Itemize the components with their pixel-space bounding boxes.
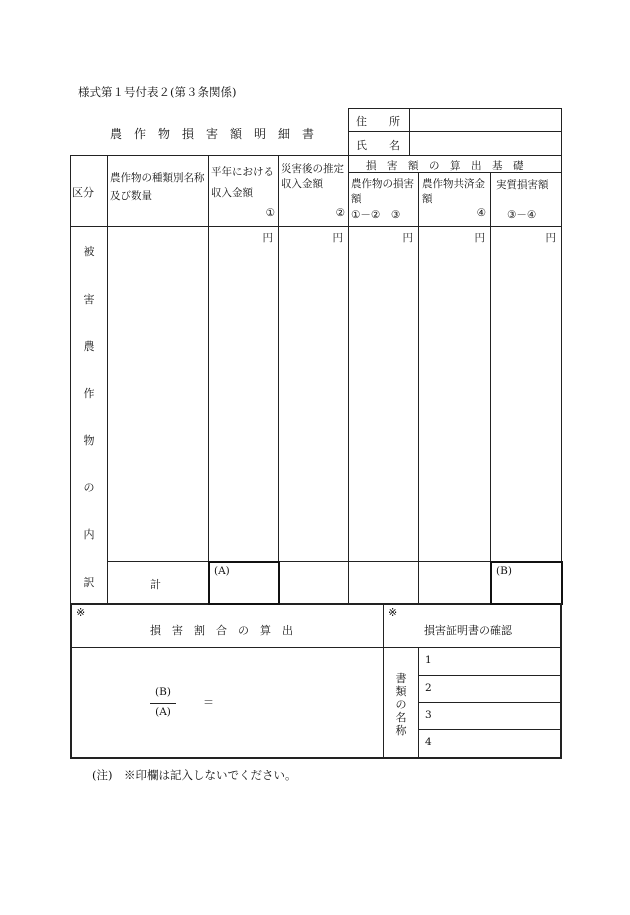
header-mutual-aid-num: ④ <box>476 207 486 219</box>
name-label: 氏 名 <box>356 139 400 152</box>
mutual-aid-cell[interactable] <box>419 244 489 560</box>
fraction-equals: ＝ <box>203 696 214 709</box>
total-a-label: (A) <box>214 565 230 577</box>
side-label-char: 被 <box>83 245 95 258</box>
header-normal-income-num: ① <box>265 207 275 219</box>
side-label-char: 訳 <box>83 576 95 589</box>
total-label: 計 <box>150 578 161 591</box>
normal-income-cell[interactable] <box>209 244 277 560</box>
header-crop-damage-num: ①－② ③ <box>351 209 401 221</box>
office-use-mark-left: ※ <box>76 606 86 619</box>
doc-row-number: 1 <box>425 654 432 666</box>
name-field[interactable] <box>412 133 558 152</box>
header-damage-basis: 損 害 額 の 算 出 基 礎 <box>366 160 524 172</box>
header-normal-income: 平年における収入金額 <box>211 166 274 199</box>
doc-row-field-4[interactable] <box>440 731 558 754</box>
side-label-char: 作 <box>83 387 95 400</box>
form-header-note: 様式第１号付表２(第３条関係) <box>78 85 237 99</box>
crop-detail-cell[interactable] <box>108 227 207 560</box>
header-mutual-aid: 農作物共済金額 <box>422 178 485 205</box>
doc-row-number: 2 <box>425 682 432 694</box>
fraction-denominator: (A) <box>155 706 171 718</box>
header-kubun: 区分 <box>72 186 94 199</box>
fraction-numerator: (B) <box>155 686 171 698</box>
doc-name-label: 書 類 の 名 称 <box>395 672 407 737</box>
unit-yen-5: 円 <box>545 232 556 244</box>
doc-row-number: 4 <box>425 736 432 748</box>
side-label-char: 物 <box>83 434 95 447</box>
header-crop-damage: 農作物の損害額 <box>351 178 414 205</box>
doc-row-field-1[interactable] <box>440 650 558 673</box>
ratio-result-field[interactable] <box>225 660 375 750</box>
header-actual-damage-num: ③－④ <box>507 209 537 221</box>
total-b-label: (B) <box>496 565 512 577</box>
ratio-title: 損 害 割 合 の 算 出 <box>150 624 293 637</box>
header-actual-damage: 実質損害額 <box>496 179 549 191</box>
doc-row-field-2[interactable] <box>440 677 558 700</box>
unit-yen-1: 円 <box>262 232 273 244</box>
actual-damage-cell[interactable] <box>491 244 560 560</box>
side-label-char: の <box>83 481 95 494</box>
form-title: 農 作 物 損 害 額 明 細 書 <box>110 127 315 141</box>
office-use-mark-right: ※ <box>388 606 398 619</box>
doc-row-number: 3 <box>425 709 432 721</box>
footnote: (注) ※印欄は記入しないでください。 <box>92 768 297 782</box>
header-post-disaster: 災害後の推定収入金額 <box>281 163 344 190</box>
post-disaster-cell[interactable] <box>279 244 347 560</box>
side-label-char: 害 <box>83 293 95 306</box>
side-label-char: 農 <box>83 340 95 353</box>
address-label: 住 所 <box>356 115 400 128</box>
unit-yen-4: 円 <box>474 232 485 244</box>
header-crop: 農作物の種類別名称及び数量 <box>110 172 205 202</box>
crop-damage-cell[interactable] <box>349 244 417 560</box>
side-label-char: 内 <box>83 528 95 541</box>
cert-title: 損害証明書の確認 <box>424 624 512 637</box>
unit-yen-2: 円 <box>332 232 343 244</box>
header-post-disaster-num: ② <box>335 207 345 219</box>
doc-row-field-3[interactable] <box>440 704 558 727</box>
unit-yen-3: 円 <box>402 232 413 244</box>
address-field[interactable] <box>412 110 558 129</box>
